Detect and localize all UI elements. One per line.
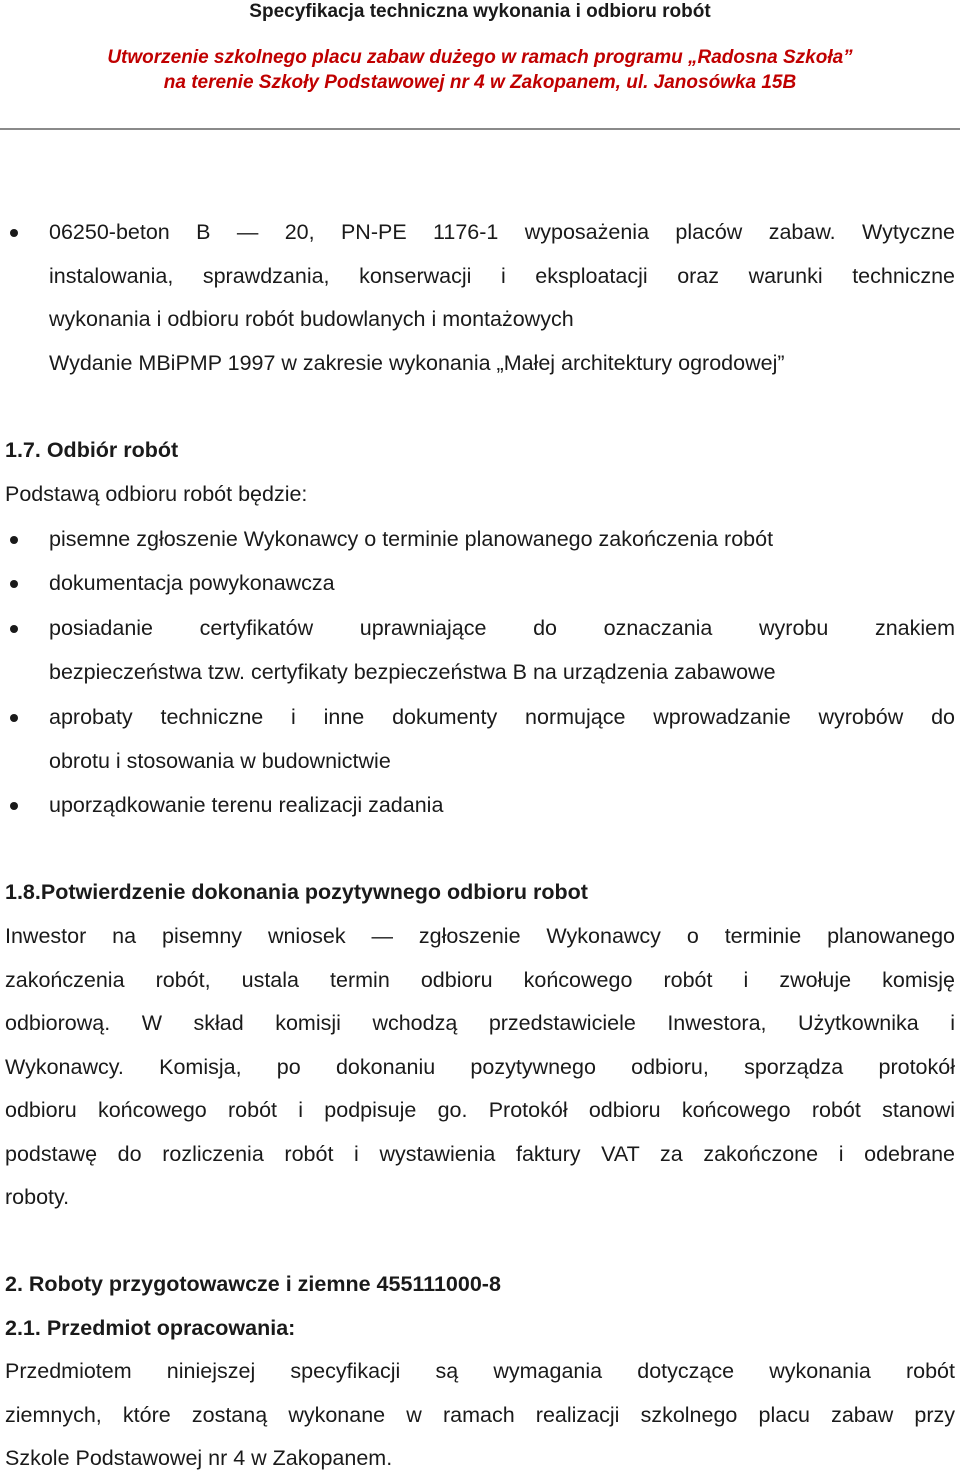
text-line: pisemne zgłoszenie Wykonawcy o terminie planowanego zakończenia robót	[49, 527, 774, 551]
header-divider	[0, 128, 960, 130]
list-item	[49, 696, 955, 783]
bullet-icon	[10, 536, 18, 544]
project-title-line2: na terenie Szkoły Podstawowej nr 4 w Zakopanem, ul. Janosówka 15B	[163, 72, 797, 93]
text-line: odbiorową. W skład komisji wchodzą przedstawiciele Inwestora, Użytkownika i	[5, 1011, 955, 1035]
list-item	[49, 607, 955, 694]
text-line: ziemnych, które zostaną wykonane w ramach realizacji szkolnego placu zabaw przy	[5, 1402, 955, 1427]
text-line: Przedmiotem niniejszej specyfikacji są wymagania dotyczące wykonania robót	[5, 1359, 955, 1383]
project-title-line1: Utworzenie szkolnego placu zabaw dużego w ramach programu „Radosna Szkoła”	[107, 47, 853, 68]
list-item	[49, 562, 955, 606]
text-line: dokumentacja powykonawcza	[49, 571, 335, 595]
text-line: Szkole Podstawowej nr 4 w Zakopanem.	[5, 1446, 393, 1470]
text-line: bezpieczeństwa tzw. certyfikaty bezpieczeństwa B na urządzenia zabawowe	[49, 659, 776, 684]
section-heading-2-1: 2.1. Przedmiot opracowania:	[5, 1316, 296, 1340]
text-line: wykonania i odbioru robót budowlanych i montażowych	[49, 307, 574, 331]
bullet-icon	[10, 580, 18, 588]
section-heading-2: 2. Roboty przygotowawcze i ziemne 455111000-8	[5, 1272, 501, 1296]
text-line: odbioru końcowego robót i podpisuje go. Protokół odbioru końcowego robót stanowi	[5, 1098, 955, 1122]
text-line: Inwestor na pisemny wniosek — zgłoszenie Wykonawcy o terminie planowanego	[5, 924, 955, 948]
text-line: zakończenia robót, ustala termin odbioru końcowego robót i zwołuje komisję	[5, 967, 955, 992]
section-heading-1-7: 1.7. Odbiór robót	[5, 438, 179, 462]
section-2-1-body	[5, 1350, 955, 1481]
text-line: obrotu i stosowania w budownictwie	[49, 748, 391, 773]
document-title: Specyfikacja techniczna wykonania i odbioru robót	[249, 1, 711, 22]
text-line: roboty.	[5, 1185, 70, 1209]
text-line: Wydanie MBiPMP 1997 w zakresie wykonania „Małej architektury ogrodowej”	[49, 350, 785, 375]
bullet-icon	[10, 229, 18, 237]
text-line: 06250-beton B — 20, PN-PE 1176-1 wyposażenia placów zabaw. Wytyczne	[49, 220, 955, 244]
text-line: podstawę do rozliczenia robót i wystawienia faktury VAT za zakończone i odebrane	[5, 1141, 955, 1166]
list-item	[49, 518, 955, 562]
text-line: instalowania, sprawdzania, konserwacji i eksploatacji oraz warunki techniczne	[49, 263, 955, 288]
text-line: Wykonawcy. Komisja, po dokonaniu pozytywnego odbioru, sporządza protokół	[5, 1054, 955, 1079]
text-line: posiadanie certyfikatów uprawniające do oznaczania wyrobu znakiem	[49, 616, 955, 640]
text-line: uporządkowanie terenu realizacji zadania	[49, 793, 444, 817]
section-heading-1-8: 1.8.Potwierdzenie dokonania pozytywnego odbioru robot	[5, 880, 588, 904]
section-1-8-body	[5, 915, 955, 1220]
standards-reference-item	[49, 211, 955, 385]
bullet-icon	[10, 625, 18, 633]
bullet-icon	[10, 802, 18, 810]
bullet-icon	[10, 714, 18, 722]
section-1-7-intro: Podstawą odbioru robót będzie:	[5, 482, 308, 506]
list-item	[49, 784, 955, 828]
text-line: aprobaty techniczne i inne dokumenty normujące wprowadzanie wyrobów do	[49, 705, 955, 729]
